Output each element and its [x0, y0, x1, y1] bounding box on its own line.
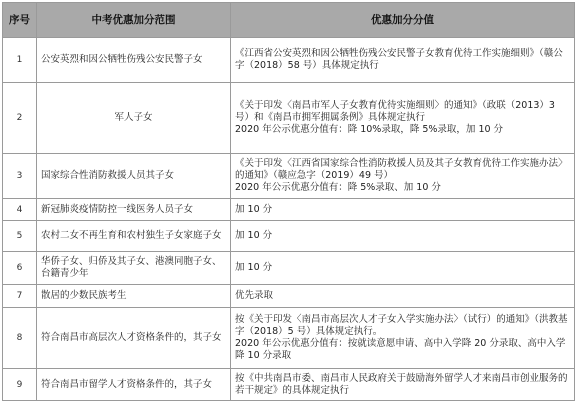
table-row	[3, 221, 575, 252]
row-value-line: 2020 年公示优惠分值有：按就读意愿申请、高中入学降 20 分录取、高中入学降 10 分录取	[235, 338, 566, 361]
preferential-points-table	[2, 2, 575, 401]
row-index: 2	[3, 83, 37, 154]
row-value-line: 加 10 分	[235, 262, 273, 273]
row-index: 7	[3, 285, 37, 308]
row-value	[231, 369, 575, 401]
header-value: 优惠加分分值	[231, 3, 575, 38]
row-value	[231, 199, 575, 221]
table-row	[3, 308, 575, 369]
row-index: 6	[3, 252, 37, 285]
table-row	[3, 38, 575, 83]
row-index: 3	[3, 154, 37, 199]
row-scope: 军人子女	[37, 83, 231, 154]
row-value	[231, 154, 575, 199]
row-value-line: 2020 年公示优惠分值有：降 5%录取、加 10 分	[235, 182, 441, 193]
row-value-line: 优先录取	[235, 290, 274, 301]
row-scope: 农村二女不再生育和农村独生子女家庭子女	[37, 221, 231, 252]
row-value	[231, 38, 575, 83]
row-scope: 国家综合性消防救援人员其子女	[37, 154, 231, 199]
row-value-line: 加 10 分	[235, 230, 273, 241]
preferential-points-table-container	[2, 2, 574, 411]
row-value	[231, 285, 575, 308]
row-index: 8	[3, 308, 37, 369]
row-scope: 公安英烈和因公牺牲伤残公安民警子女	[37, 38, 231, 83]
table-row	[3, 285, 575, 308]
table-row	[3, 252, 575, 285]
row-value-line: 加 10 分	[235, 203, 273, 215]
row-index: 5	[3, 221, 37, 252]
table-row	[3, 83, 575, 154]
row-value-line: 《关于印发〈南昌市军人子女教育优待实施细则〉的通知》（政联（2013）3 号）和《南昌市拥军拥属条例》具体规定执行	[235, 100, 555, 123]
row-index: 1	[3, 38, 37, 83]
row-value	[231, 83, 575, 154]
table-header-row	[3, 3, 575, 38]
row-scope: 符合南昌市高层次人才资格条件的，其子女	[37, 308, 231, 369]
row-value	[231, 308, 575, 369]
row-value-line: 《江西省公安英烈和因公牺牲伤残公安民警子女教育优待工作实施细则》（赣公字（2018）58 号）具体规定执行	[235, 48, 563, 71]
row-index: 4	[3, 199, 37, 221]
row-value-line: 按《中共南昌市委、南昌市人民政府关于鼓励海外留学人才来南昌市创业服务的若干规定》的具体规定执行	[235, 372, 568, 396]
row-value-line: 2020 年公示优惠分值有：降 10%录取，降 5%录取，加 10 分	[235, 124, 504, 135]
row-scope: 华侨子女、归侨及其子女、港澳同胞子女、台籍青少年	[37, 252, 231, 285]
row-scope: 散居的少数民族考生	[37, 285, 231, 308]
row-value	[231, 221, 575, 252]
row-value-line: 《关于印发〈江西省国家综合性消防救援人员及其子女教育优待工作实施办法〉的通知》（赣应急字（2019）49 号）	[235, 158, 568, 181]
row-index: 9	[3, 369, 37, 401]
row-value-line: 按《关于印发〈南昌市高层次人才子女入学实施办法〉（试行）的通知》（洪教基字（2018）5 号）具体规定执行。	[235, 314, 568, 337]
table-row	[3, 154, 575, 199]
row-scope: 符合南昌市留学人才资格条件的，其子女	[37, 369, 231, 401]
table-row	[3, 199, 575, 221]
table-row	[3, 369, 575, 401]
row-value	[231, 252, 575, 285]
header-index: 序号	[3, 3, 37, 38]
row-scope: 新冠肺炎疫情防控一线医务人员子女	[37, 199, 231, 221]
header-scope: 中考优惠加分范围	[37, 3, 231, 38]
